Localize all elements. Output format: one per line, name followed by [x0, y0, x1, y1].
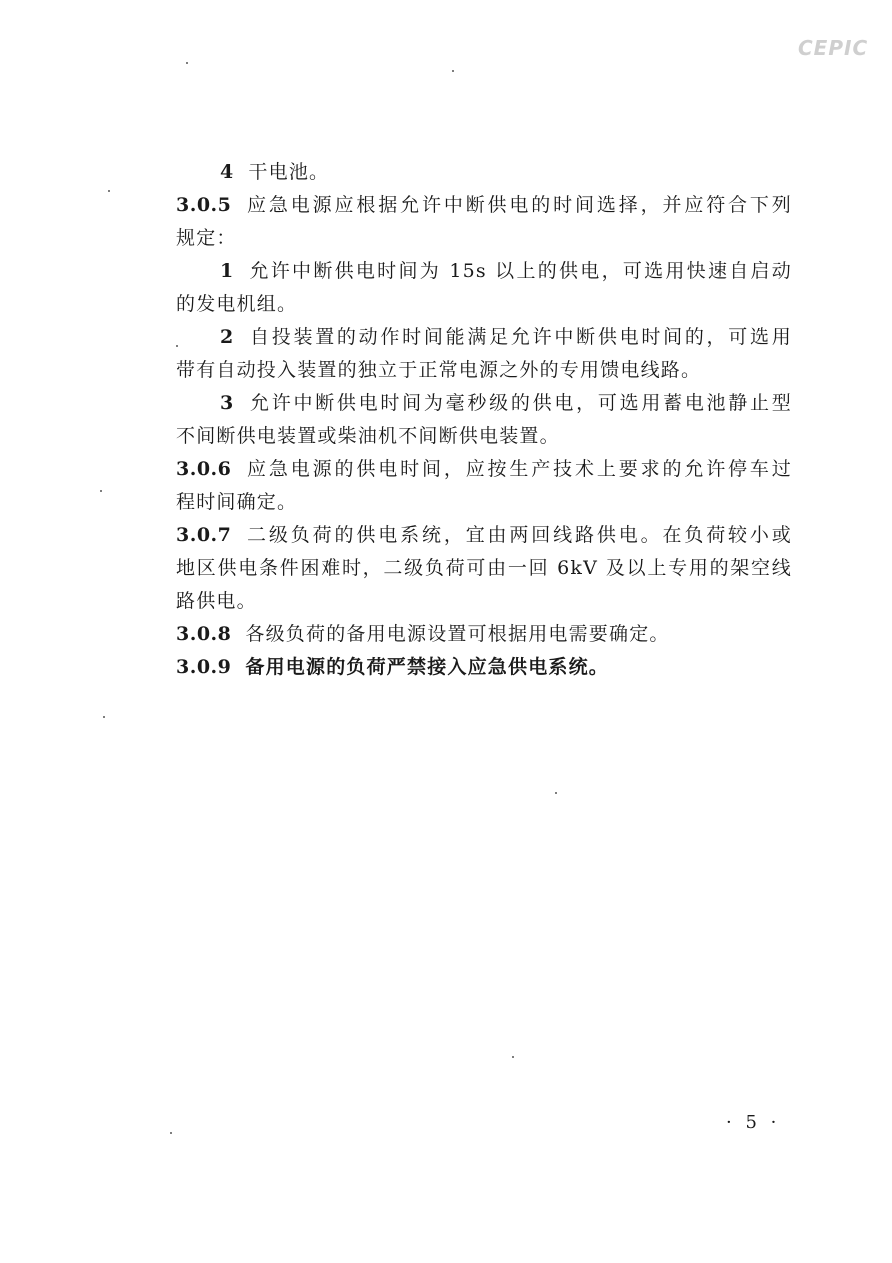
- scan-speck: [555, 792, 557, 794]
- page-number: · 5 ·: [726, 1112, 781, 1133]
- scan-speck: [176, 345, 178, 347]
- clause-text: 应急电源的供电时间，应按生产技术上要求的允许停车过: [245, 458, 792, 480]
- clause-text: 二级负荷的供电系统，宜由两回线路供电。在负荷较小或: [245, 524, 792, 546]
- item-text-continued: 的发电机组。: [176, 293, 298, 315]
- scan-speck: [108, 190, 110, 192]
- item-text-continued: 不间断供电装置或柴油机不间断供电装置。: [176, 425, 560, 447]
- item-text: 自投装置的动作时间能满足允许中断供电时间的，可选用: [248, 326, 792, 348]
- scan-speck: [103, 716, 105, 718]
- document-body: [176, 156, 792, 684]
- clause-3-0-9: [176, 651, 792, 684]
- clause-text: 应急电源应根据允许中断供电的时间选择，并应符合下列: [245, 194, 792, 216]
- clause-text-continued: 地区供电条件困难时，二级负荷可由一回 6kV 及以上专用的架空线: [176, 557, 792, 579]
- clause-3-0-8: [176, 618, 792, 651]
- clause-number: 3.0.9: [176, 656, 232, 678]
- item-2: [176, 321, 792, 354]
- item-3: [176, 387, 792, 420]
- clause-3-0-6: [176, 453, 792, 486]
- clause-text-continued: 程时间确定。: [176, 491, 298, 513]
- item-number: 2: [220, 326, 235, 348]
- item-text-continued: 带有自动投入装置的独立于正常电源之外的专用馈电线路。: [176, 359, 702, 381]
- item-number: 4: [220, 161, 235, 183]
- clause-3-0-7: [176, 519, 792, 552]
- scan-speck: [452, 70, 454, 72]
- item-4: [176, 156, 792, 189]
- scan-speck: [100, 490, 102, 492]
- clause-number: 3.0.8: [176, 623, 232, 645]
- clause-text-continued: 路供电。: [176, 590, 257, 612]
- clause-3-0-5: [176, 189, 792, 222]
- publisher-logo: CEPIC: [798, 36, 869, 60]
- clause-text: 各级负荷的备用电源设置可根据用电需要确定。: [245, 623, 670, 645]
- item-number: 3: [220, 392, 235, 414]
- item-number: 1: [220, 260, 235, 282]
- scan-speck: [170, 1132, 172, 1134]
- clause-number: 3.0.7: [176, 524, 232, 546]
- clause-text: 备用电源的负荷严禁接入应急供电系统。: [245, 656, 609, 678]
- clause-number: 3.0.6: [176, 458, 232, 480]
- item-text: 干电池。: [248, 161, 330, 183]
- scan-speck: [186, 62, 188, 64]
- scan-speck: [512, 1056, 514, 1058]
- item-text: 允许中断供电时间为毫秒级的供电，可选用蓄电池静止型: [248, 392, 792, 414]
- item-1: [176, 255, 792, 288]
- clause-number: 3.0.5: [176, 194, 232, 216]
- item-text: 允许中断供电时间为 15s 以上的供电，可选用快速自启动: [248, 260, 792, 282]
- clause-text-continued: 规定：: [176, 227, 237, 249]
